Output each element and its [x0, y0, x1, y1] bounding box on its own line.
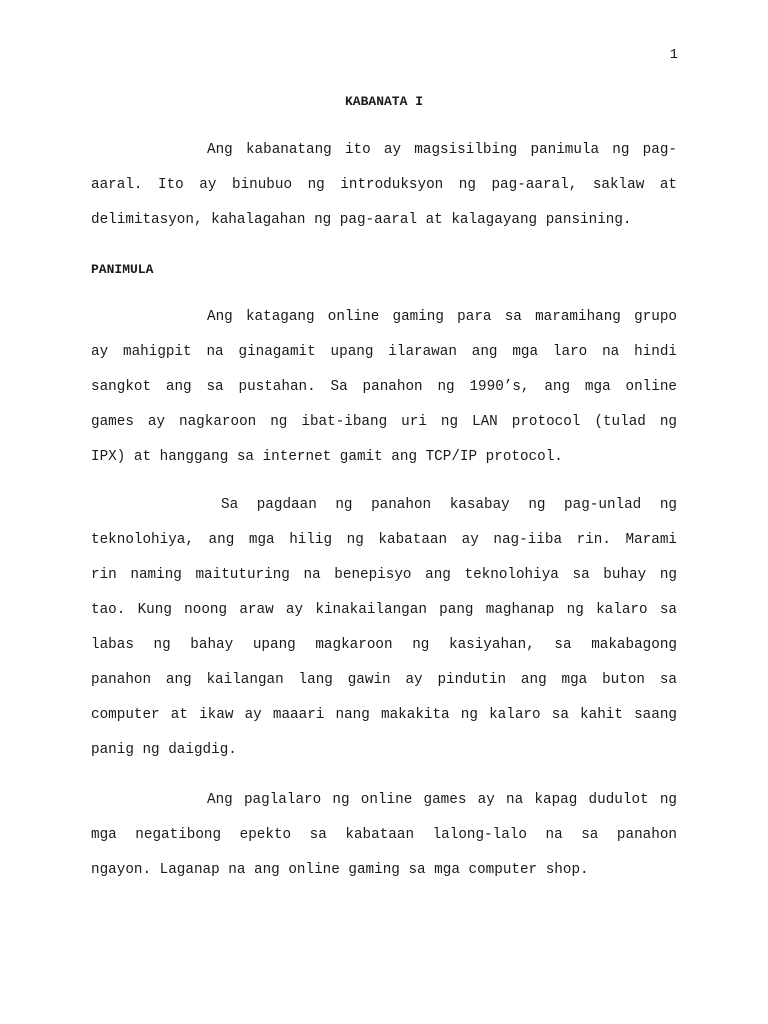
paragraph1-line: IPX) at hanggang sa internet gamit ang TCP/IP protocol.	[91, 449, 563, 465]
paragraph1-line: games ay nagkaroon ng ibat-ibang uri ng LAN protocol (tulad ng	[91, 414, 677, 430]
intro-line: Ang kabanatang ito ay magsisilbing panimula ng pag-	[207, 142, 677, 158]
section-heading: PANIMULA	[91, 262, 154, 277]
page-number: 1	[669, 47, 678, 63]
paragraph2-line: panig ng daigdig.	[91, 742, 237, 758]
paragraph1-line: Ang katagang online gaming para sa maramihang grupo	[207, 309, 677, 325]
paragraph2-line: teknolohiya, ang mga hilig ng kabataan ay nag-iiba rin. Marami	[91, 532, 677, 548]
intro-line: delimitasyon, kahalagahan ng pag-aaral at kalagayang pansining.	[91, 212, 632, 228]
chapter-title: KABANATA I	[344, 94, 423, 109]
paragraph1-line: ay mahigpit na ginagamit upang ilarawan ang mga laro na hindi	[91, 344, 677, 360]
paragraph3-line: ngayon. Laganap na ang online gaming sa mga computer shop.	[91, 862, 589, 878]
paragraph1-line: sangkot ang sa pustahan. Sa panahon ng 1990’s, ang mga online	[91, 379, 677, 395]
paragraph2-line: tao. Kung noong araw ay kinakailangan pang maghanap ng kalaro sa	[91, 602, 677, 618]
paragraph2-line: computer at ikaw ay maaari nang makakita ng kalaro sa kahit saang	[91, 707, 677, 723]
paragraph2-line: panahon ang kailangan lang gawin ay pindutin ang mga buton sa	[91, 672, 677, 688]
paragraph2-line: Sa pagdaan ng panahon kasabay ng pag-unlad ng	[221, 497, 677, 513]
intro-line: aaral. Ito ay binubuo ng introduksyon ng pag-aaral, saklaw at	[91, 177, 677, 193]
paragraph2-line: labas ng bahay upang magkaroon ng kasiyahan, sa makabagong	[91, 637, 677, 653]
paragraph2-line: rin naming maituturing na benepisyo ang teknolohiya sa buhay ng	[91, 567, 677, 583]
paragraph3-line: Ang paglalaro ng online games ay na kapag dudulot ng	[207, 792, 677, 808]
paragraph3-line: mga negatibong epekto sa kabataan lalong-lalo na sa panahon	[91, 827, 677, 843]
